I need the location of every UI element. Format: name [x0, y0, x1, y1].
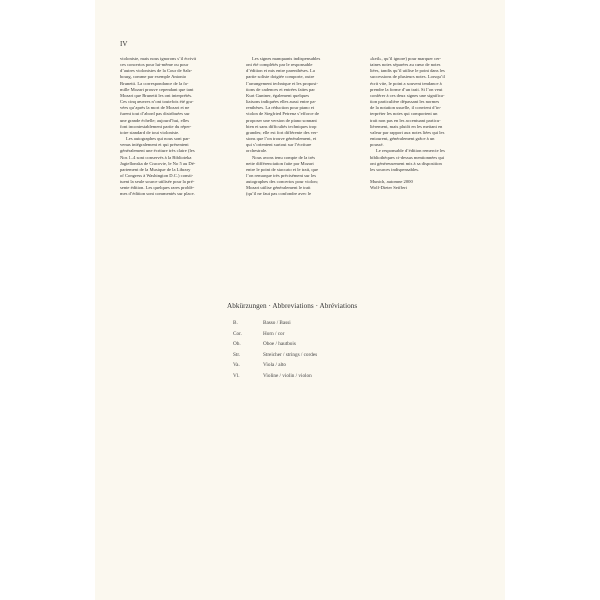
abbreviation-key: B.: [233, 320, 238, 326]
text-line: Mozart utilise généralement le trait: [246, 185, 311, 191]
abbreviation-key: Ob.: [233, 341, 241, 347]
text-line: valeur par rapport aux notes liées qui les: [370, 129, 445, 135]
text-line: ont été complétés par le responsable: [246, 62, 313, 68]
text-line: entre le point de staccato et le trait, que: [246, 166, 319, 172]
text-line: successions de plusieurs notes. Lorsqu’il: [370, 74, 445, 80]
text-line: Le responsable d’édition remercie les: [376, 148, 445, 154]
text-line: of Congress à Washington D.C.) consti-: [120, 172, 194, 178]
text-column-3: [370, 56, 482, 191]
text-line: vées qu’après la mort de Mozart et ne: [120, 105, 190, 111]
text-line: tions de cadences et entrées faites par: [246, 86, 315, 92]
text-line: Jagiellonska de Cracovie, le No 5 au Dé-: [120, 160, 196, 166]
text-line: mille Mozart prouve cependant que tant: [120, 86, 194, 92]
text-line: Ces cinq œuvres n’ont toutefois été gra-: [120, 99, 194, 105]
text-line: (qu’il ne faut pas confondre avec le: [246, 191, 312, 197]
text-line: tuent la seule source utilisée pour la pré-: [120, 179, 195, 185]
text-line: renthèses. La réduction pour piano et: [246, 105, 315, 111]
abbreviation-row: [233, 371, 317, 382]
text-line: Mozart que Brunetti les ont interprétés.: [120, 92, 193, 98]
text-line: Kurt Guntner, également quelques: [246, 92, 310, 98]
text-line: qui s’orientent surtout sur l’écriture: [246, 142, 312, 148]
text-line: Nous avons tenu compte de la très: [252, 154, 316, 160]
text-line: lièrement, mais plutôt en les mettant en: [370, 123, 443, 129]
text-line: ces concertos pour lui-même ou pour: [120, 62, 189, 68]
abbreviation-row: [233, 318, 317, 329]
text-line: prendre la forme d’un trait. Si l’on veut: [370, 86, 443, 92]
text-line: bibliothèques ci-dessus mentionnées qui: [370, 154, 445, 160]
text-line: partie soliste doigtée comporte, outre: [246, 74, 315, 80]
text-line: Nos 1–4 sont conservés à la Biblioteka: [120, 154, 192, 160]
text-line: toire standard de tout violoniste.: [120, 129, 180, 135]
text-line: entourent, généralement grâce à un: [370, 136, 435, 142]
abbreviation-meaning: Oboe / hautbois: [263, 341, 296, 347]
text-line: écrit vite, le point a souvent tendance à: [370, 80, 442, 86]
text-line: liées, tandis qu’il utilise le point dans les: [370, 68, 445, 74]
text-line: terpréter les notes qui comportent un: [370, 111, 438, 117]
abbreviation-row: [233, 329, 317, 340]
text-line: d’édition et mis entre parenthèses. La: [246, 68, 315, 74]
text-line: une grande échelle; aujourd’hui, elles: [120, 117, 190, 123]
text-line: partement de la Musique de la Library: [120, 166, 191, 172]
abbreviation-key: Vl.: [233, 372, 240, 379]
text-column-1: [120, 56, 232, 198]
text-line: d’autres violonistes de la Cour de Salz-: [120, 68, 193, 74]
text-line: furent tout d’abord pas distribuées sur: [120, 111, 190, 117]
text-line: sions que l’on trouve généralement, et: [246, 136, 317, 142]
abbreviation-row: [233, 339, 317, 350]
abbreviation-meaning: Violine / violin / violon: [263, 372, 312, 379]
text-column-2: [246, 56, 358, 198]
abbreviation-key: Str.: [233, 351, 241, 358]
text-line: conférer à ces deux signes une significa-: [370, 92, 445, 98]
text-line: généralement une écriture très claire (les: [120, 148, 195, 154]
text-line: l’on remarque très précisément sur les: [246, 172, 317, 178]
abbreviations-heading: Abkürzungen · Abbreviations · Abréviations: [227, 302, 358, 310]
abbreviation-meaning: Basso / Bassi: [263, 320, 291, 326]
text-line: poussé.: [370, 142, 384, 148]
page-number: IV: [120, 40, 128, 48]
text-line: trait non pas en les accentuant particu-: [370, 117, 441, 123]
text-line: «keil», qu’il ignore) pour marquer cer-: [370, 56, 442, 61]
text-line: liaisons indiquées elles aussi entre pa-: [246, 99, 317, 105]
column-3-body: [370, 56, 482, 173]
editor-name: Wolf-Dieter Seiffert: [370, 185, 407, 191]
text-line: bien et sans difficultés techniques trop: [246, 123, 317, 129]
text-line: ont généreusement mis à sa disposition: [370, 160, 442, 166]
text-line: l’arrangement technique et les proposi-: [246, 80, 318, 86]
abbreviation-meaning: Viola / alto: [263, 362, 287, 368]
place-date: Munich, automne 2000: [370, 178, 413, 184]
text-line: bourg, comme par exemple Antonio: [120, 74, 187, 80]
text-line: de la notation usuelle, il convient d’in-: [370, 105, 442, 111]
text-line: font incontestablement partie du réper-: [120, 123, 192, 129]
text-line: Les signes manquants indispensables: [252, 56, 321, 61]
text-line: proposer une version de piano sonnant: [246, 117, 317, 123]
text-line: les sources indispensables.: [370, 166, 420, 172]
text-line: sente édition. Les quelques rares problè-: [120, 185, 195, 191]
text-line: taines notes séparées au cœur de notes: [370, 62, 441, 68]
text-line: grandes; elle est fort différente des ver-: [246, 129, 319, 135]
text-line: tion particulière dépassant les normes: [370, 99, 440, 105]
signature-block: [370, 179, 482, 191]
abbreviation-key: Va.: [233, 362, 240, 368]
abbreviations-list: [233, 318, 317, 381]
abbreviation-meaning: Streicher / strings / cordes: [263, 351, 318, 358]
text-line: autographes des concertos pour violon;: [246, 179, 318, 185]
text-line: Brunetti. La correspondance de la fa-: [120, 80, 189, 86]
text-line: violon de Siegfried Petrenz s’efforce de: [246, 111, 320, 117]
abbreviation-row: [233, 350, 317, 361]
text-line: nette différenciation faite par Mozart: [246, 160, 314, 166]
text-line: mes d’édition sont commentés sur place.: [120, 191, 195, 197]
abbreviation-row: [233, 360, 317, 371]
abbreviation-key: Cor.: [233, 330, 242, 337]
abbreviation-meaning: Horn / cor: [263, 330, 285, 337]
text-line: violoniste, mais nous ignorons s’il écrivit: [120, 56, 197, 61]
text-line: Les autographes qui nous sont par-: [126, 136, 191, 142]
text-line: orchestrale.: [246, 148, 268, 154]
text-line: venus intégralement et qui présentent: [120, 142, 189, 148]
